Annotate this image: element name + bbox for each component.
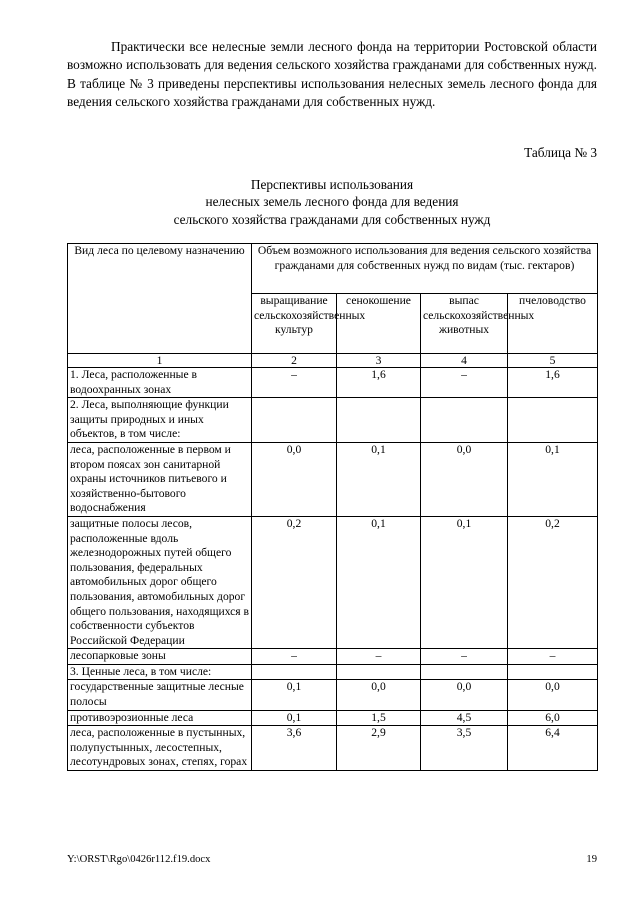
column-number: 4 xyxy=(421,354,508,368)
value-cell: 0,1 xyxy=(508,442,598,516)
value-cell xyxy=(508,398,598,443)
table-row xyxy=(68,442,598,516)
value-cell: 0,0 xyxy=(508,680,598,710)
header-usage-volume: Объем возможного использования для ведения сельского хозяйства гражданами для собственных нужд по видам (тыс. гектаров) xyxy=(252,244,598,294)
value-cell xyxy=(508,664,598,680)
forest-type-cell: леса, расположенные в пустынных, полупустынных, лесостепных, лесотундровых зонах, степях, горах xyxy=(68,726,252,771)
value-cell: 0,0 xyxy=(252,442,337,516)
table-row xyxy=(68,680,598,710)
page-number: 19 xyxy=(586,854,597,865)
table-header-row xyxy=(68,244,598,294)
subheader-cultivation: выращивание сельскохозяйственных культур xyxy=(252,294,337,354)
value-cell: 1,6 xyxy=(508,368,598,398)
column-number: 1 xyxy=(68,354,252,368)
value-cell: 6,0 xyxy=(508,710,598,726)
column-number-row xyxy=(68,354,598,368)
table-row xyxy=(68,516,598,648)
caption-line-2: нелесных земель лесного фонда для ведения xyxy=(205,194,459,210)
table-number: Таблица № 3 xyxy=(524,145,597,160)
value-cell: – xyxy=(421,368,508,398)
value-cell: 2,9 xyxy=(337,726,421,771)
table-row xyxy=(68,710,598,726)
caption-line-3: сельского хозяйства гражданами для собственных нужд xyxy=(173,211,491,227)
forest-type-cell: 3. Ценные леса, в том числе: xyxy=(68,664,252,680)
forest-type-cell: 1. Леса, расположенные в водоохранных зонах xyxy=(68,368,252,398)
value-cell: 1,6 xyxy=(337,368,421,398)
value-cell: 0,1 xyxy=(252,710,337,726)
table-row xyxy=(68,726,598,771)
value-cell: 0,0 xyxy=(337,680,421,710)
subheader-beekeeping: пчеловодство xyxy=(508,294,598,354)
value-cell: 0,0 xyxy=(421,680,508,710)
forest-type-cell: 2. Леса, выполняющие функции защиты природных и иных объектов, в том числе: xyxy=(68,398,252,443)
table-row xyxy=(68,649,598,665)
value-cell: 3,6 xyxy=(252,726,337,771)
value-cell: 6,4 xyxy=(508,726,598,771)
value-cell: 0,2 xyxy=(508,516,598,648)
value-cell xyxy=(421,398,508,443)
forest-type-cell: защитные полосы лесов, расположенные вдоль железнодорожных путей общего пользования, федеральных автомобильных дорог общего пользования, автомобильных дорог общего пользования, находящихся в собственности субъектов Российской Федерации xyxy=(68,516,252,648)
subheader-grazing: выпас сельскохозяйственных животных xyxy=(421,294,508,354)
value-cell: 0,1 xyxy=(337,442,421,516)
value-cell: 0,1 xyxy=(252,680,337,710)
value-cell xyxy=(252,664,337,680)
forest-type-cell: леса, расположенные в первом и втором поясах зон санитарной охраны источников питьевого и хозяйственно-бытового водоснабжения xyxy=(68,442,252,516)
table-row xyxy=(68,664,598,680)
value-cell: 4,5 xyxy=(421,710,508,726)
value-cell: – xyxy=(252,368,337,398)
value-cell: 0,0 xyxy=(421,442,508,516)
caption-line-1: Перспективы использования xyxy=(250,177,414,192)
value-cell xyxy=(421,664,508,680)
value-cell xyxy=(337,664,421,680)
value-cell: 1,5 xyxy=(337,710,421,726)
value-cell: – xyxy=(508,649,598,665)
value-cell: 3,5 xyxy=(421,726,508,771)
forest-type-cell: лесопарковые зоны xyxy=(68,649,252,665)
value-cell: 0,2 xyxy=(252,516,337,648)
table-row xyxy=(68,368,598,398)
table-caption xyxy=(67,176,597,228)
value-cell: – xyxy=(252,649,337,665)
value-cell xyxy=(252,398,337,443)
value-cell: 0,1 xyxy=(421,516,508,648)
forest-type-cell: противоэрозионные леса xyxy=(68,710,252,726)
forest-type-cell: государственные защитные лесные полосы xyxy=(68,680,252,710)
column-number: 2 xyxy=(252,354,337,368)
forest-use-table xyxy=(67,243,598,771)
column-number: 3 xyxy=(337,354,421,368)
header-forest-type: Вид леса по целевому назначению xyxy=(68,244,252,354)
intro-paragraph: Практически все нелесные земли лесного фонда на территории Ростовской области возможно использовать для ведения сельского хозяйства гражданами для собственных нужд. В таблице № 3 приведены перспективы использования нелесных земель лесного фонда для ведения сельского хозяйства гражданами для собственных нужд. xyxy=(67,39,597,110)
table-row xyxy=(68,398,598,443)
value-cell xyxy=(337,398,421,443)
value-cell: 0,1 xyxy=(337,516,421,648)
footer-file-path: Y:\ORST\Rgo\0426r112.f19.docx xyxy=(67,854,211,865)
column-number: 5 xyxy=(508,354,598,368)
subheader-haymaking: сенокошение xyxy=(337,294,421,354)
value-cell: – xyxy=(421,649,508,665)
value-cell: – xyxy=(337,649,421,665)
